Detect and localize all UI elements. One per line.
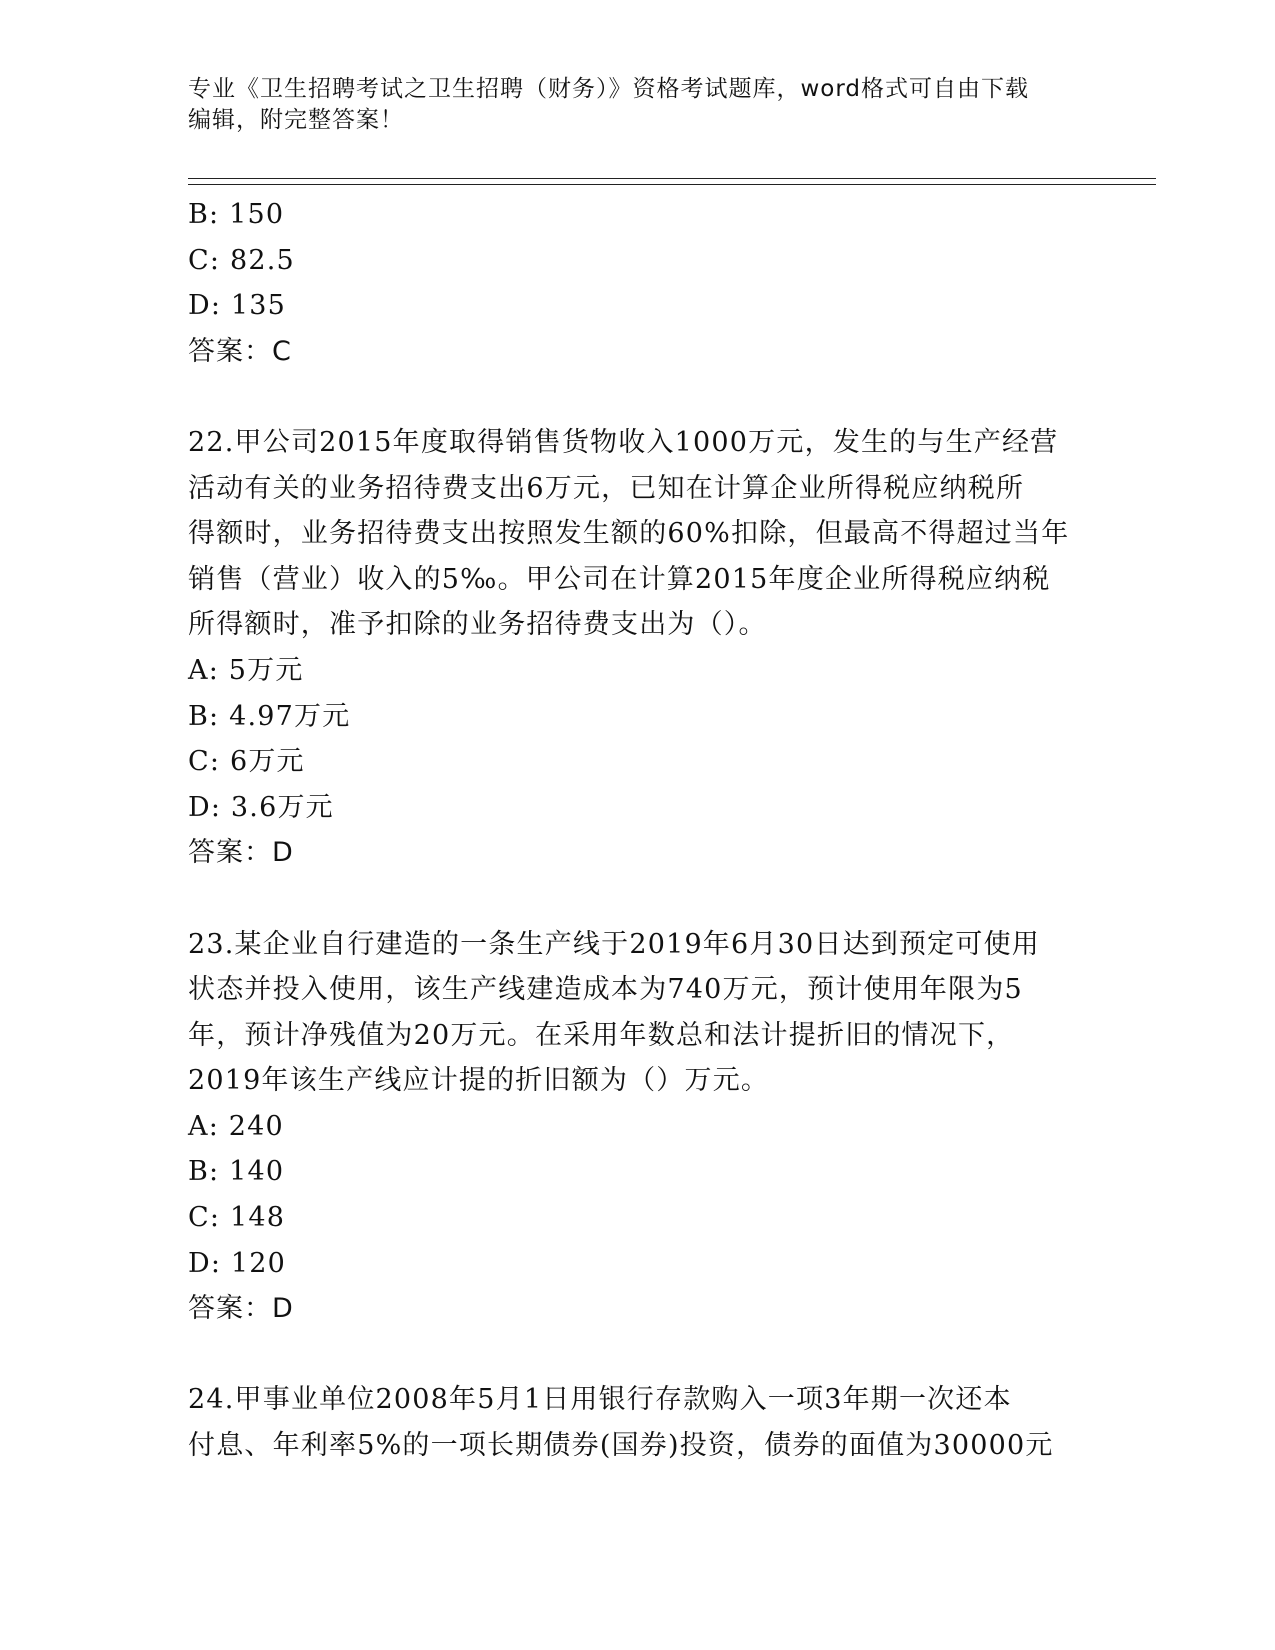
- document-header: [188, 74, 1088, 136]
- question-text-line: 付息、年利率5%的一项长期债券(国券)投资，债券的面值为30000元: [188, 1430, 1054, 1462]
- answer-line: 答案：C: [188, 335, 292, 367]
- header-line-1: 专业《卫生招聘考试之卫生招聘（财务）》资格考试题库，word格式可自由下载: [188, 76, 1030, 102]
- option-d: D: 120: [188, 1247, 287, 1279]
- question-23: [188, 922, 1088, 1332]
- question-text-line: 2019年该生产线应计提的折旧额为（）万元。: [188, 1065, 770, 1097]
- question-text-line: 年，预计净残值为20万元。在采用年数总和法计提折旧的情况下，: [188, 1019, 1015, 1051]
- option-c: C: 82.5: [188, 244, 295, 276]
- question-text-line: 得额时，业务招待费支出按照发生额的60%扣除，但最高不得超过当年: [188, 518, 1070, 550]
- spacer: [188, 1332, 1088, 1378]
- question-21-tail: [188, 192, 1088, 374]
- header-divider: [188, 178, 1156, 185]
- document-body: [188, 192, 1088, 1469]
- question-22: [188, 420, 1088, 876]
- question-text-line: 所得额时，准予扣除的业务招待费支出为（）。: [188, 609, 767, 641]
- option-b: B: 140: [188, 1156, 285, 1188]
- question-text-line: 状态并投入使用，该生产线建造成本为740万元，预计使用年限为5: [188, 974, 1023, 1006]
- option-a: A: 240: [188, 1110, 284, 1142]
- answer-line: 答案：D: [188, 837, 294, 869]
- option-b: B: 150: [188, 199, 285, 230]
- question-text-line: 24.甲事业单位2008年5月1日用银行存款购入一项3年期一次还本: [188, 1384, 1012, 1416]
- option-c: C: 6万元: [188, 746, 305, 778]
- spacer: [188, 876, 1088, 922]
- question-text-line: 23.某企业自行建造的一条生产线于2019年6月30日达到预定可使用: [188, 928, 1040, 960]
- option-a: A: 5万元: [188, 654, 304, 686]
- question-24: [188, 1377, 1088, 1468]
- spacer: [188, 374, 1088, 420]
- question-text-line: 活动有关的业务招待费支出6万元，已知在计算企业所得税应纳税所: [188, 472, 1025, 504]
- answer-line: 答案：D: [188, 1293, 294, 1325]
- option-d: D: 3.6万元: [188, 791, 334, 823]
- question-text-line: 22.甲公司2015年度取得销售货物收入1000万元，发生的与生产经营: [188, 426, 1059, 458]
- option-b: B: 4.97万元: [188, 700, 351, 732]
- option-c: C: 148: [188, 1202, 286, 1234]
- option-d: D: 135: [188, 290, 287, 322]
- question-text-line: 销售（营业）收入的5‰。甲公司在计算2015年度企业所得税应纳税: [188, 563, 1051, 595]
- header-line-2: 编辑，附完整答案！: [188, 107, 404, 133]
